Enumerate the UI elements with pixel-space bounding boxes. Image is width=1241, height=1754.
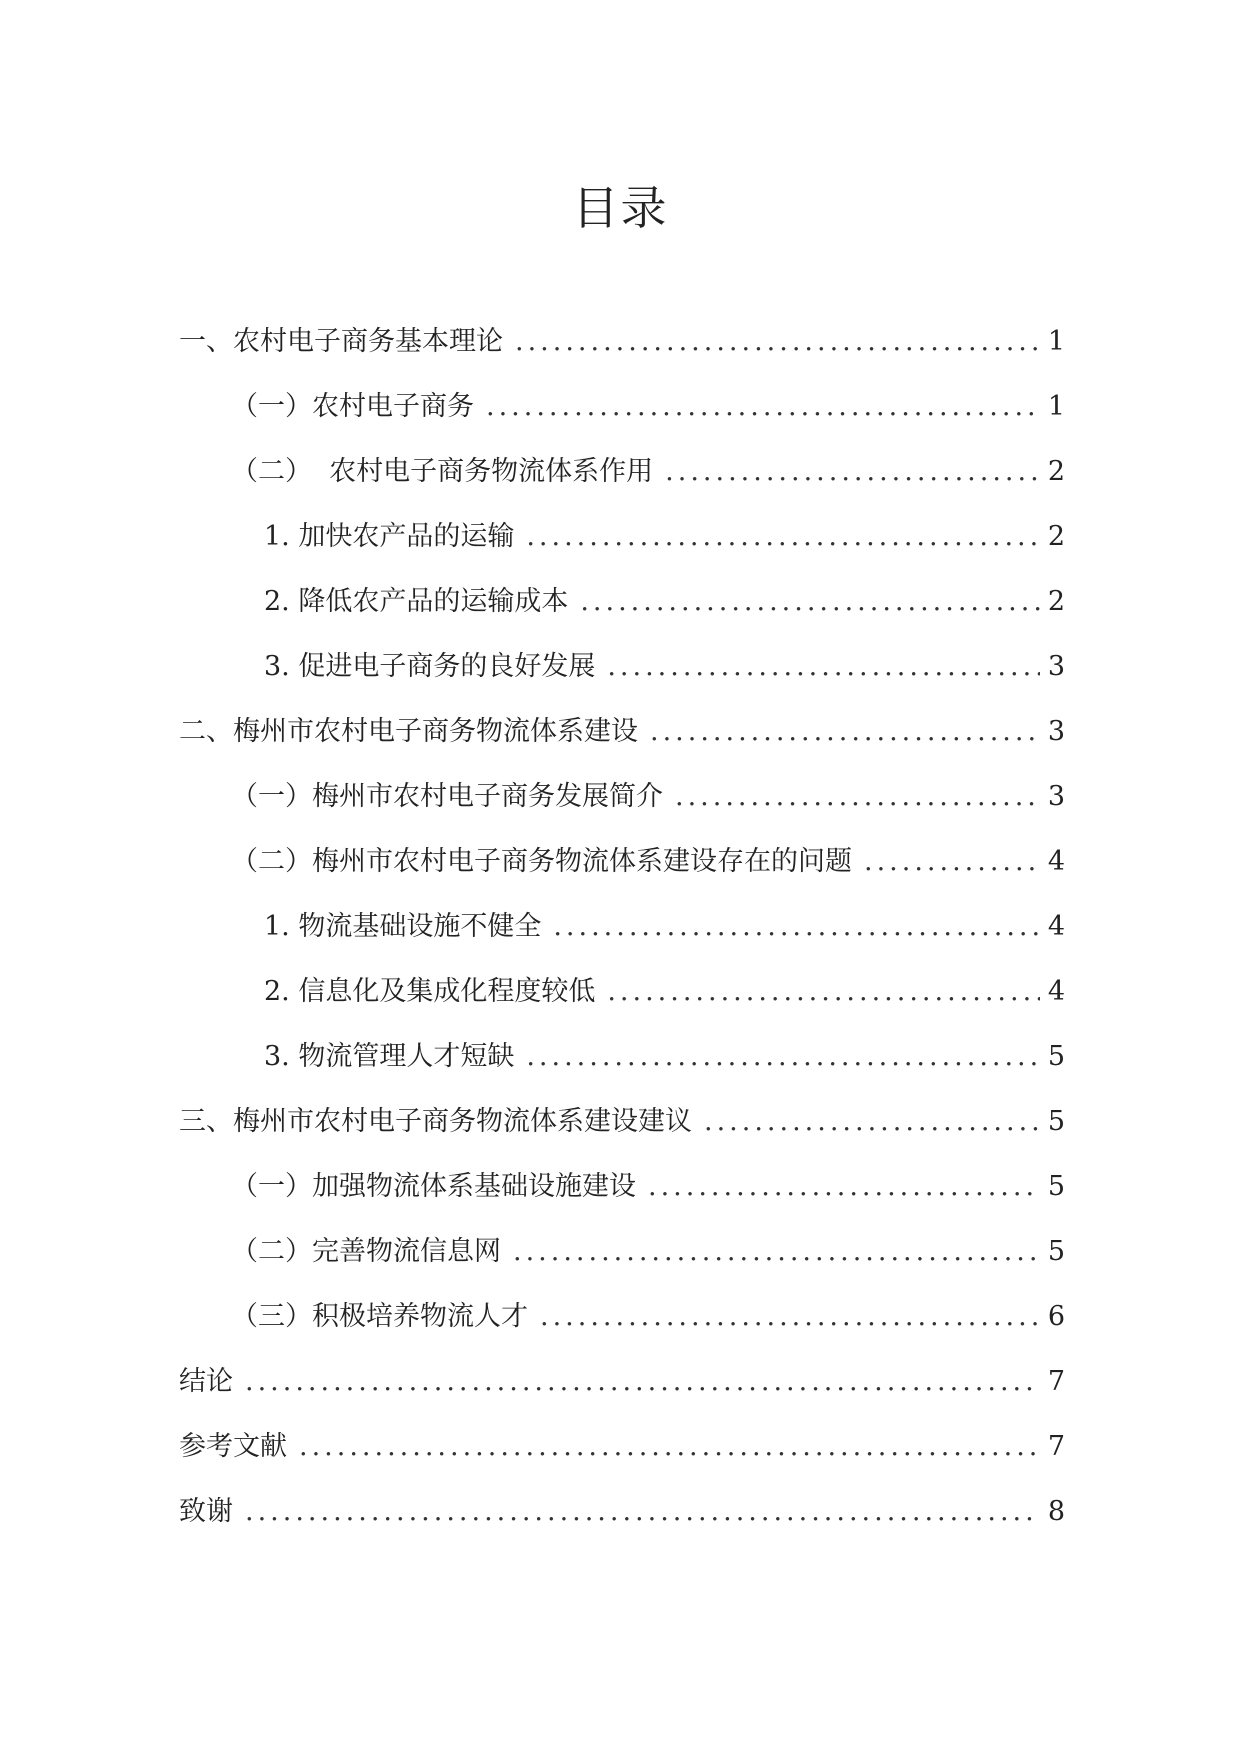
toc-dot-leader	[665, 452, 1040, 492]
toc-entry-label: 二、梅州市农村电子商务物流体系建设	[179, 716, 638, 747]
toc-page-number: 3	[1047, 651, 1065, 682]
toc-entry-label: 1. 物流基础设施不健全	[264, 911, 542, 942]
toc-dot-leader	[245, 1362, 1040, 1402]
toc-entry-label: 一、农村电子商务基本理论	[179, 326, 503, 357]
toc-page-number: 8	[1047, 1496, 1065, 1527]
toc-dot-leader	[486, 387, 1040, 427]
toc-dot-leader	[515, 322, 1040, 362]
toc-entry[interactable]	[231, 842, 1065, 882]
toc-entry-label: （三）积极培养物流人才	[231, 1301, 528, 1332]
toc-entry[interactable]	[179, 1492, 1065, 1532]
toc-entry[interactable]	[179, 1102, 1065, 1142]
toc-page-number: 7	[1047, 1366, 1065, 1397]
toc-entry[interactable]	[264, 907, 1065, 947]
toc-dot-leader	[245, 1492, 1040, 1532]
toc-dot-leader	[648, 1167, 1040, 1207]
toc-page-number: 3	[1047, 716, 1065, 747]
toc-entry-label: 1. 加快农产品的运输	[264, 521, 515, 552]
toc-entry[interactable]	[179, 1427, 1065, 1467]
toc-dot-leader	[704, 1102, 1040, 1142]
toc-entry-label: （二）完善物流信息网	[231, 1236, 501, 1267]
toc-dot-leader	[526, 1037, 1039, 1077]
toc-dot-leader	[553, 907, 1039, 947]
toc-entry[interactable]	[264, 582, 1065, 622]
toc-page-number: 3	[1047, 781, 1065, 812]
toc-page-number: 4	[1047, 846, 1065, 877]
page-title: 目录	[572, 181, 669, 235]
toc-entry-label: （一）梅州市农村电子商务发展简介	[231, 781, 663, 812]
toc-dot-leader	[607, 972, 1039, 1012]
toc-page-number: 4	[1047, 976, 1065, 1007]
toc-entry-label: 3. 物流管理人才短缺	[264, 1041, 515, 1072]
toc-entry-label: 致谢	[179, 1496, 233, 1527]
toc-dot-leader	[675, 777, 1040, 817]
toc-dot-leader	[864, 842, 1040, 882]
toc-entry-label: 2. 降低农产品的运输成本	[264, 586, 569, 617]
toc-entry-label: 3. 促进电子商务的良好发展	[264, 651, 596, 682]
toc-page-number: 2	[1047, 456, 1065, 487]
toc-dot-leader	[650, 712, 1040, 752]
toc-entry-label: 结论	[179, 1366, 233, 1397]
toc-page-number: 2	[1047, 521, 1065, 552]
toc-entry-label: （一）农村电子商务	[231, 391, 474, 422]
toc-page-number: 5	[1047, 1171, 1065, 1202]
toc-entry[interactable]	[231, 1232, 1065, 1272]
toc-page-number: 5	[1047, 1041, 1065, 1072]
toc-dot-leader	[540, 1297, 1040, 1337]
toc-entry-label: （二）梅州市农村电子商务物流体系建设存在的问题	[231, 846, 852, 877]
toc-entry[interactable]	[231, 1167, 1065, 1207]
toc-page-number: 5	[1047, 1236, 1065, 1267]
toc-dot-leader	[580, 582, 1039, 622]
toc-entry[interactable]	[231, 777, 1065, 817]
toc-entry[interactable]	[179, 1362, 1065, 1402]
toc-entry-label: （二） 农村电子商务物流体系作用	[231, 456, 654, 487]
toc-entry-label: 2. 信息化及集成化程度较低	[264, 976, 596, 1007]
toc-entry[interactable]	[179, 712, 1065, 752]
toc-dot-leader	[526, 517, 1039, 557]
toc-entry[interactable]	[264, 647, 1065, 687]
toc-page-number: 1	[1047, 391, 1065, 422]
toc-entry[interactable]	[179, 322, 1065, 362]
toc-page-number: 1	[1047, 326, 1065, 357]
toc-entry-label: 三、梅州市农村电子商务物流体系建设建议	[179, 1106, 692, 1137]
toc-page-number: 4	[1047, 911, 1065, 942]
toc-entry[interactable]	[264, 1037, 1065, 1077]
toc-page-number: 6	[1047, 1301, 1065, 1332]
toc-entry[interactable]	[231, 1297, 1065, 1337]
toc-entry-label: 参考文献	[179, 1431, 287, 1462]
toc-entry[interactable]	[264, 972, 1065, 1012]
toc-dot-leader	[513, 1232, 1040, 1272]
toc-dot-leader	[299, 1427, 1040, 1467]
toc-page-number: 7	[1047, 1431, 1065, 1462]
toc-entry[interactable]	[231, 387, 1065, 427]
toc-entry-label: （一）加强物流体系基础设施建设	[231, 1171, 636, 1202]
toc-page-number: 5	[1047, 1106, 1065, 1137]
toc-entry[interactable]	[264, 517, 1065, 557]
toc-page-number: 2	[1047, 586, 1065, 617]
toc-dot-leader	[607, 647, 1039, 687]
toc-entry[interactable]	[231, 452, 1065, 492]
